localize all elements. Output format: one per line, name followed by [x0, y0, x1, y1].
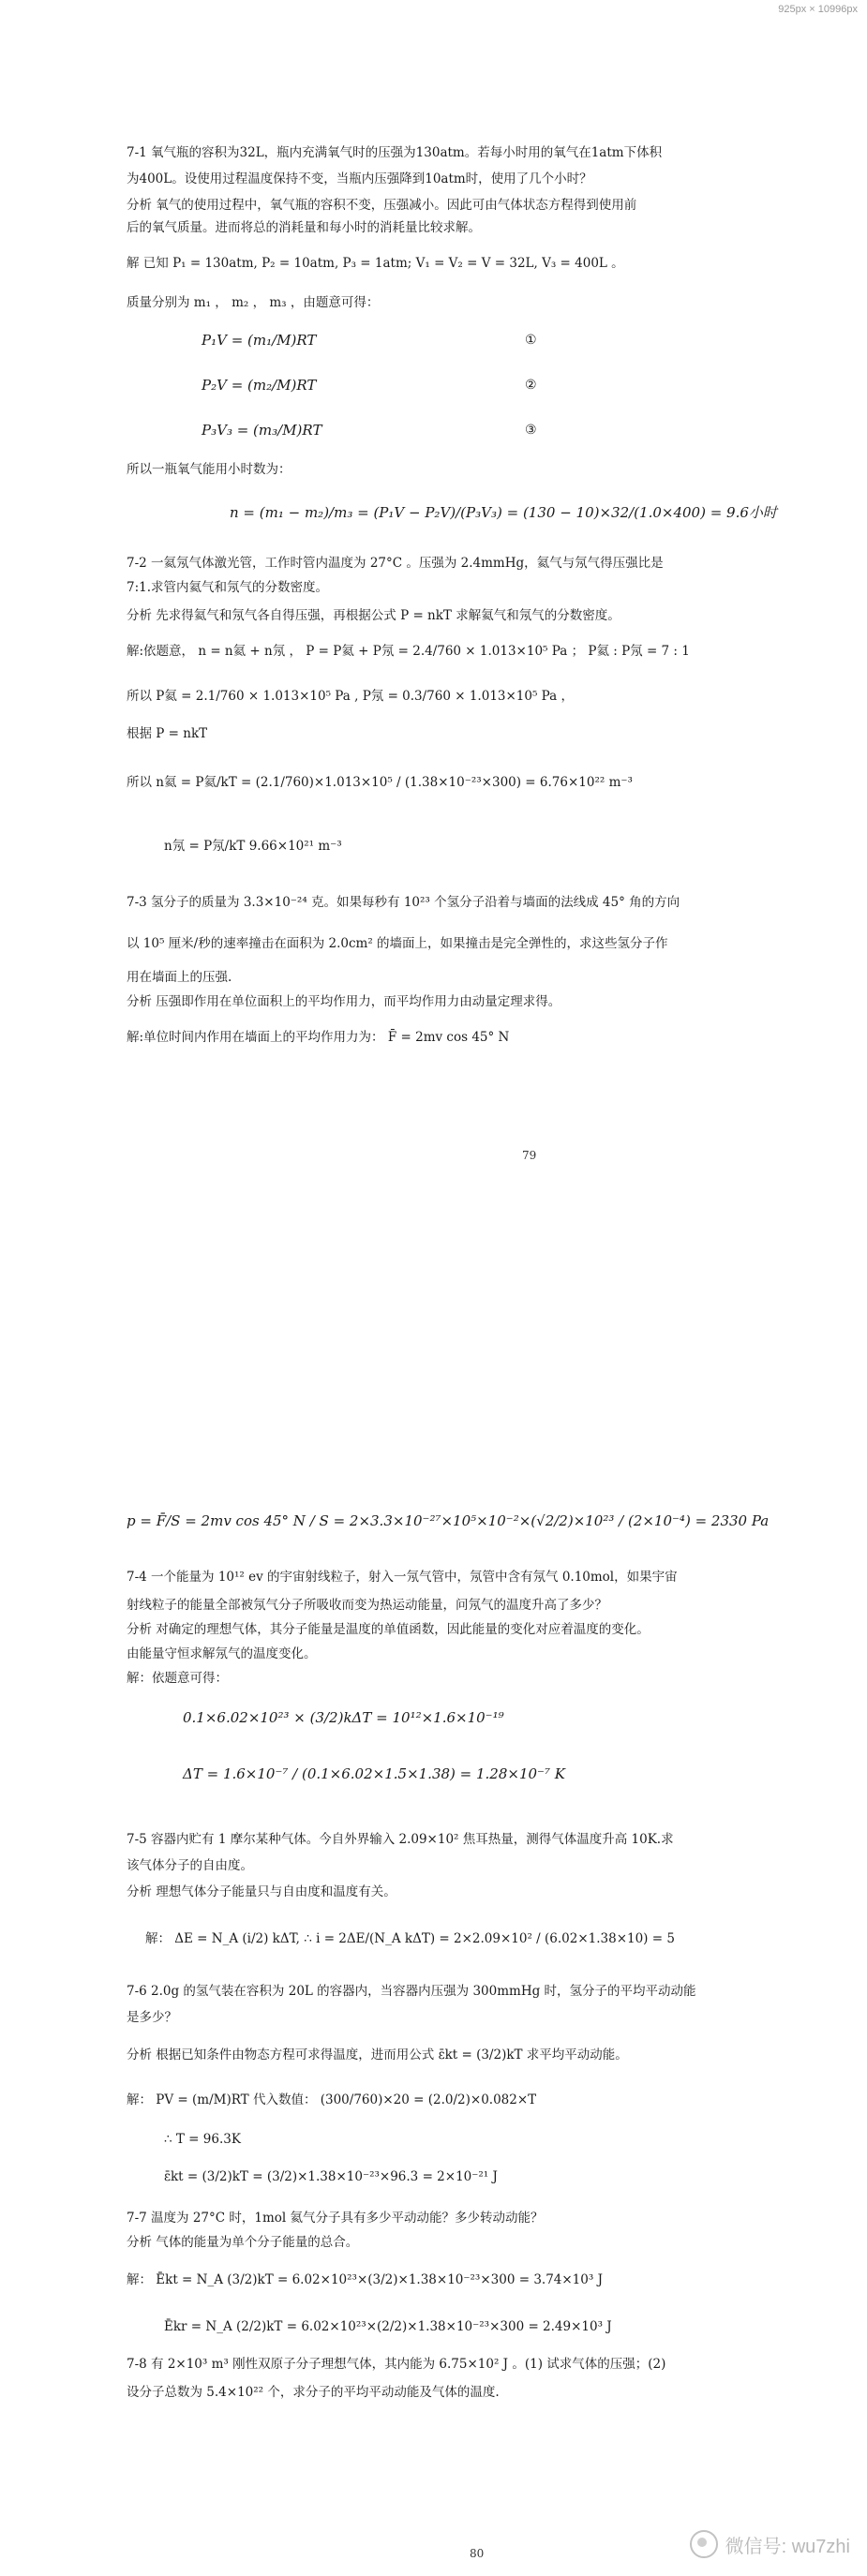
equation-marker: ②	[525, 378, 537, 393]
problem-7-1-solution: 质量分别为 m₁ ， m₂ ， m₃ ，由题意可得：	[127, 295, 380, 310]
problem-7-2-solution: 解:依题意， n = n氦 + n氖 ， P = P氦 + P氖 = 2.4/760 × 1.013×10⁵ Pa ； P氦 : P氖 = 7 : 1	[127, 644, 690, 659]
problem-7-1-question: 7-1 氧气瓶的容积为32L，瓶内充满氧气时的压强为130atm。若每小时用的氧气在1atm下体积	[127, 145, 663, 160]
problem-7-2-solution: n氖 = P氖/kT 9.66×10²¹ m⁻³	[164, 839, 342, 854]
problem-7-1-question: 为400L。设使用过程温度保持不变，当瓶内压强降到10atm时，使用了几个小时？	[127, 171, 592, 186]
equation-pressure: p = F̄/S = 2mv cos 45° N / S = 2×3.3×10⁻²⁷×10⁵×10⁻²×(√2/2)×10²³ / (2×10⁻⁴) = 2330 Pa	[127, 1512, 770, 1529]
page-number: 79	[522, 1149, 537, 1162]
equation-3: P₃V₃ = (m₃/M)RT	[202, 422, 322, 439]
problem-7-2-solution: 所以 P氦 = 2.1/760 × 1.013×10⁵ Pa , P氖 = 0.3/760 × 1.013×10⁵ Pa ，	[127, 689, 575, 704]
wechat-icon	[690, 2530, 718, 2558]
problem-7-2-question: 7:1.求管内氦气和氖气的分数密度。	[127, 580, 329, 595]
problem-7-8-question: 7-8 有 2×10³ m³ 刚性双原子分子理想气体，其内能为 6.75×10² J 。(1) 试求气体的压强；(2)	[127, 2357, 666, 2372]
image-dimension-label: 925px × 10996px	[778, 4, 858, 15]
problem-7-4-question: 7-4 一个能量为 10¹² ev 的宇宙射线粒子，射入一氖气管中，氖管中含有氖气 0.10mol，如果宇宙	[127, 1570, 678, 1585]
problem-7-7-solution: 解： Ēkt = N_A (3/2)kT = 6.02×10²³×(3/2)×1.38×10⁻²³×300 = 3.74×10³ J	[127, 2272, 603, 2287]
problem-7-1-solution: 所以一瓶氧气能用小时数为：	[127, 462, 291, 477]
problem-7-6-question: 是多少？	[127, 2010, 177, 2025]
watermark-text: 微信号: wu7zhi	[725, 2536, 850, 2557]
problem-7-3-solution: 解:单位时间内作用在墙面上的平均作用力为： F̄ = 2mv cos 45° N	[127, 1030, 510, 1045]
problem-7-7-analysis: 分析 气体的能量为单个分子能量的总合。	[127, 2235, 359, 2250]
problem-7-4-question: 射线粒子的能量全部被氖气分子所吸收而变为热运动能量，问氖气的温度升高了多少？	[127, 1598, 607, 1613]
problem-7-4-analysis: 分析 对确定的理想气体，其分子能量是温度的单值函数，因此能量的变化对应着温度的变化。	[127, 1622, 650, 1637]
equation-hours: n = (m₁ − m₂)/m₃ = (P₁V − P₂V)/(P₃V₃) = (130 − 10)×32/(1.0×400) = 9.6小时	[230, 504, 777, 521]
equation-energy: 0.1×6.02×10²³ × (3/2)kΔT = 10¹²×1.6×10⁻¹⁹	[183, 1709, 504, 1726]
problem-7-2-solution: 根据 P = nkT	[127, 726, 208, 741]
problem-7-4-analysis: 由能量守恒求解氖气的温度变化。	[127, 1646, 317, 1661]
problem-7-6-question: 7-6 2.0g 的氢气装在容积为 20L 的容器内，当容器内压强为 300mmHg 时，氢分子的平均平动动能	[127, 1984, 696, 1999]
problem-7-7-question: 7-7 温度为 27°C 时，1mol 氦气分子具有多少平动动能？多少转动动能？	[127, 2211, 544, 2226]
equation-marker: ③	[525, 423, 537, 438]
equation-marker: ①	[525, 333, 537, 348]
problem-7-5-question: 该气体分子的自由度。	[127, 1858, 253, 1873]
problem-7-2-question: 7-2 一氦氖气体激光管，工作时管内温度为 27°C 。压强为 2.4mmHg，氦气与氖气得压强比是	[127, 556, 664, 571]
wechat-watermark	[690, 2530, 850, 2558]
page-80	[127, 1509, 839, 2568]
problem-7-4-solution: 解：依题意可得：	[127, 1671, 228, 1686]
problem-7-2-solution: 所以 n氦 = P氦/kT = (2.1/760)×1.013×10⁵ / (1.38×10⁻²³×300) = 6.76×10²² m⁻³	[127, 775, 633, 790]
page-number: 80	[470, 2547, 485, 2560]
problem-7-3-question: 以 10⁵ 厘米/秒的速率撞击在面积为 2.0cm² 的墙面上，如果撞击是完全弹性的，求这些氢分子作	[127, 936, 668, 951]
problem-7-5-solution: 解： ΔE = N_A (i/2) kΔT, ∴ i = 2ΔE/(N_A kΔT) = 2×2.09×10² / (6.02×1.38×10) = 5	[145, 1931, 675, 1946]
problem-7-6-solution: ε̄kt = (3/2)kT = (3/2)×1.38×10⁻²³×96.3 = 2×10⁻²¹ J	[164, 2169, 498, 2184]
problem-7-6-solution: 解： PV = (m/M)RT 代入数值： (300/760)×20 = (2.0/2)×0.082×T	[127, 2092, 537, 2107]
problem-7-1-analysis: 分析 氧气的使用过程中，氧气瓶的容积不变，压强减小。因此可由气体状态方程得到使用前	[127, 198, 637, 213]
equation-2: P₂V = (m₂/M)RT	[202, 377, 317, 394]
problem-7-5-question: 7-5 容器内贮有 1 摩尔某种气体。今自外界输入 2.09×10² 焦耳热量，测得气体温度升高 10K.求	[127, 1832, 674, 1847]
problem-7-6-analysis: 分析 根据已知条件由物态方程可求得温度，进而用公式 ε̄kt = (3/2)kT 求平均平动动能。	[127, 2047, 628, 2062]
page-79	[127, 141, 839, 1452]
problem-7-1-analysis: 后的氧气质量。进而将总的消耗量和每小时的消耗量比较求解。	[127, 220, 481, 235]
problem-7-7-solution: Ēkr = N_A (2/2)kT = 6.02×10²³×(2/2)×1.38×10⁻²³×300 = 2.49×10³ J	[164, 2319, 612, 2334]
problem-7-2-analysis: 分析 先求得氦气和氖气各自得压强，再根据公式 P = nkT 求解氦气和氖气的分数密度。	[127, 608, 620, 623]
problem-7-5-analysis: 分析 理想气体分子能量只与自由度和温度有关。	[127, 1884, 396, 1899]
problem-7-8-question: 设分子总数为 5.4×10²² 个，求分子的平均平动动能及气体的温度.	[127, 2385, 500, 2400]
equation-1: P₁V = (m₁/M)RT	[202, 332, 317, 349]
problem-7-6-solution: ∴ T = 96.3K	[164, 2132, 241, 2147]
problem-7-1-solution: 解 已知 P₁ = 130atm, P₂ = 10atm, P₃ = 1atm; V₁ = V₂ = V = 32L, V₃ = 400L 。	[127, 256, 624, 271]
problem-7-3-question: 7-3 氢分子的质量为 3.3×10⁻²⁴ 克。如果每秒有 10²³ 个氢分子沿着与墙面的法线成 45° 角的方向	[127, 895, 680, 910]
problem-7-3-question: 用在墙面上的压强.	[127, 970, 232, 985]
equation-delta-t: ΔT = 1.6×10⁻⁷ / (0.1×6.02×1.5×1.38) = 1.28×10⁻⁷ K	[183, 1765, 565, 1782]
problem-7-3-analysis: 分析 压强即作用在单位面积上的平均作用力，而平均作用力由动量定理求得。	[127, 994, 561, 1009]
